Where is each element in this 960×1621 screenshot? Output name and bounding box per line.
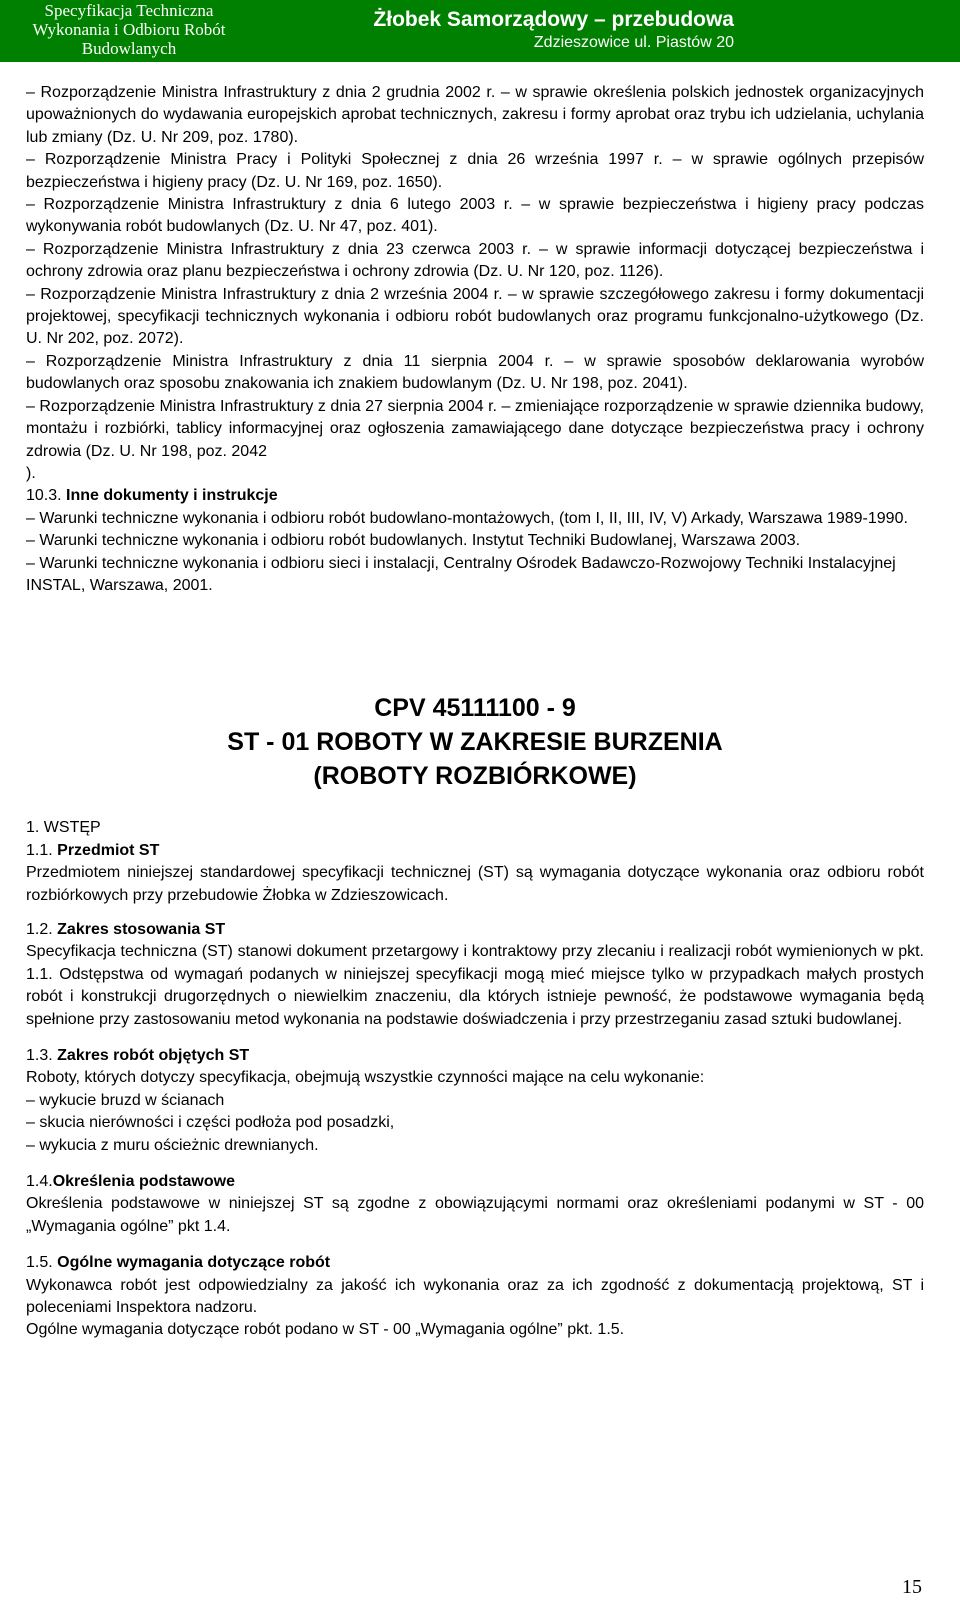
- header-subtitle: Zdzieszowice ul. Piastów 20: [533, 34, 734, 51]
- page-content: [26, 82, 924, 1342]
- section-title: Ogólne wymagania dotyczące robót: [57, 1254, 331, 1272]
- document-item: – Warunki techniczne wykonania i odbioru robót budowlano-montażowych, (tom I, II, III, IV, V) Arkady, Warszawa 1989-1990.: [26, 509, 908, 527]
- section-text: Specyfikacja techniczna (ST) stanowi dokument przetargowy i kontraktowy przy zlecaniu i realizacji robót wymienionych w pkt. 1.1. Odstępstwa od wymagań podanych w niniejszej specyfikacji mogą mieć miejsce tylko w przypadkach małych prostych robót i konstrukcji drugorzędnych o niewielkim znaczeniu, dla których istnieje pewność, że podstawowe wymagania będą spełnione przy zastosowaniu metod wykonania na podstawie doświadczenia i przy przestrzeganiu zasad sztuki budowlanej.: [26, 943, 924, 1028]
- cpv-code: CPV 45111100 - 9: [374, 694, 576, 723]
- section-title: Przedmiot ST: [57, 841, 160, 859]
- regulation-tail: ).: [26, 464, 36, 482]
- header-left-line: Specyfikacja Techniczna: [44, 1, 214, 20]
- section-heading-1-5: [26, 1252, 924, 1274]
- regulation-item: – Rozporządzenie Ministra Infrastruktury z dnia 2 grudnia 2002 r. – w sprawie określenia polskich jednostek organizacyjnych upoważnionych do wydawania europejskich aprobat technicznych, zakresu i formy aprobat oraz trybu ich udzielania, uchylania lub zmiany (Dz. U. Nr 209, poz. 1780).: [26, 84, 924, 146]
- regulation-item: – Rozporządzenie Ministra Infrastruktury z dnia 2 września 2004 r. – w sprawie szczegółowego zakresu i formy dokumentacji projektowej, specyfikacji technicznych wykonania i odbioru robót budowlanych oraz programu funkcjonalno-użytkowego (Dz. U. Nr 202, poz. 2072).: [26, 285, 924, 348]
- scope-item: – wykucia z muru ościeżnic drewnianych.: [26, 1136, 319, 1154]
- regulation-item: – Rozporządzenie Ministra Infrastruktury z dnia 6 lutego 2003 r. – w sprawie bezpieczeństwa i higieny pracy podczas wykonywania robót budowlanych (Dz. U. Nr 47, poz. 401).: [26, 196, 924, 236]
- section-heading-1-2: [26, 919, 924, 941]
- header-left-line: Wykonania i Odbioru Robót: [32, 20, 226, 39]
- section-number: 1.2.: [26, 920, 58, 938]
- document-item: – Warunki techniczne wykonania i odbioru robót budowlanych. Instytut Techniki Budowlanej, Warszawa 2003.: [26, 532, 801, 550]
- section-heading-1-3: [26, 1045, 924, 1067]
- section-text: Ogólne wymagania dotyczące robót podano w ST - 00 „Wymagania ogólne” pkt. 1.5.: [26, 1321, 625, 1339]
- section-number: 1.5.: [26, 1254, 58, 1272]
- scope-item: – skucia nierówności i części podłoża pod posadzki,: [26, 1114, 395, 1132]
- document-item: – Warunki techniczne wykonania i odbioru sieci i instalacji, Centralny Ośrodek Badawczo-Rozwojowy Techniki Instalacyjnej INSTAL, Warszawa, 2001.: [26, 554, 896, 594]
- section-title: Inne dokumenty i instrukcje: [66, 487, 278, 505]
- section-heading-1-4: [26, 1171, 924, 1193]
- section-title: Zakres stosowania ST: [57, 920, 226, 938]
- page-number: 15: [902, 1576, 922, 1598]
- section-text: Wykonawca robót jest odpowiedzialny za jakość ich wykonania oraz za ich zgodność z dokumentacją projektową, ST i poleceniami Inspektora nadzoru.: [26, 1276, 924, 1317]
- spec-subtitle: (ROBOTY ROZBIÓRKOWE): [313, 762, 637, 791]
- spec-title-block: [26, 691, 924, 793]
- section-number: 10.3.: [26, 487, 67, 505]
- header-document-type: [14, 1, 244, 58]
- regulation-item: – Rozporządzenie Ministra Infrastruktury z dnia 11 sierpnia 2004 r. – w sprawie sposobów deklarowania wyrobów budowlanych oraz sposobu znakowania ich znakiem budowlanym (Dz. U. Nr 198, poz. 2041).: [26, 352, 924, 393]
- header-title: Żłobek Samorządowy – przebudowa: [373, 8, 734, 31]
- section-text: Roboty, których dotyczy specyfikacja, obejmują wszystkie czynności mające na celu wykonanie:: [26, 1069, 705, 1087]
- section-number: 1.3.: [26, 1047, 58, 1064]
- regulation-item: – Rozporządzenie Ministra Infrastruktury z dnia 27 sierpnia 2004 r. – zmieniające rozporządzenie w sprawie dziennika budowy, montażu i rozbiórki, tablicy informacyjnej oraz ogłoszenia zamawiającego dane dotyczące bezpieczeństwa pracy i ochrony zdrowia (Dz. U. Nr 198, poz. 2042: [26, 397, 924, 460]
- header-project: [373, 7, 734, 53]
- section-heading-10-3: [26, 485, 924, 507]
- header-left-line: Budowlanych: [81, 39, 177, 58]
- section-text: Przedmiotem niniejszej standardowej specyfikacji technicznej (ST) są wymagania dotyczące wykonania oraz odbioru robót rozbiórkowych przy przebudowie Żłobka w Zdzieszowicach.: [26, 864, 924, 904]
- section-number: 1.1.: [26, 841, 58, 859]
- section-title: Określenia podstawowe: [52, 1173, 235, 1191]
- spec-title: ST - 01 ROBOTY W ZAKRESIE BURZENIA: [227, 728, 723, 757]
- section-heading-1: 1. WSTĘP: [26, 819, 101, 837]
- section-title: Zakres robót objętych ST: [57, 1047, 250, 1064]
- section-number: 1.4.: [26, 1173, 53, 1191]
- regulation-item: – Rozporządzenie Ministra Infrastruktury z dnia 23 czerwca 2003 r. – w sprawie informacji dotyczącej bezpieczeństwa i ochrony zdrowia oraz planu bezpieczeństwa i ochrony zdrowia (Dz. U. Nr 120, poz. 1126).: [26, 240, 924, 281]
- scope-item: – wykucie bruzd w ścianach: [26, 1091, 225, 1109]
- regulation-item: – Rozporządzenie Ministra Pracy i Polityki Społecznej z dnia 26 września 1997 r. – w sprawie ogólnych przepisów bezpieczeństwa i higieny pracy (Dz. U. Nr 169, poz. 1650).: [26, 151, 924, 191]
- section-heading-1-1: [26, 840, 924, 862]
- section-text: Określenia podstawowe w niniejszej ST są zgodne z obowiązującymi normami oraz określeniami podanymi w ST - 00 „Wymagania ogólne” pkt 1.4.: [26, 1195, 924, 1235]
- page-header: [0, 0, 960, 62]
